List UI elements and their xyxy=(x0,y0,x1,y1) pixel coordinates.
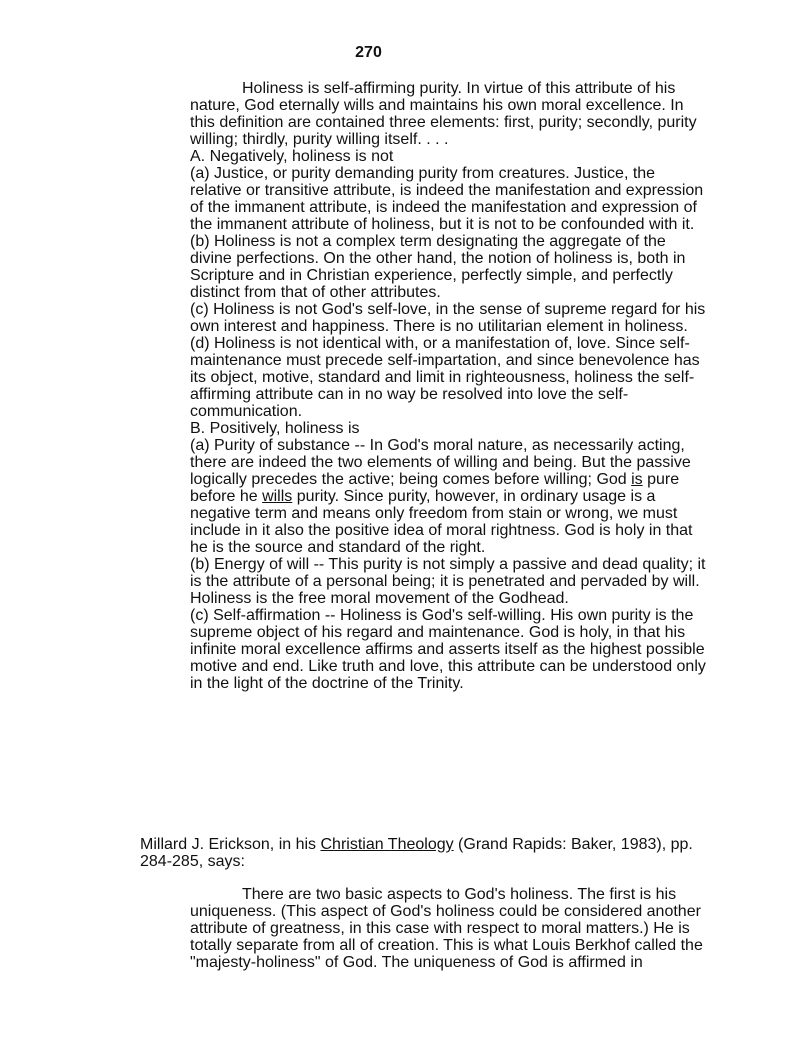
negative-point-d: (d) Holiness is not identical with, or a manifestation of, love. Since self-maintenance must precede self-impartation, and since benevolence has its object, motive, standard and limit in righteousness, holiness the self-affirming attribute can in no way be resolved into love the self-communication. xyxy=(190,335,700,420)
positive-point-a-text-end: purity. Since purity, however, in ordinary usage is a negative term and means only freedom from stain or wrong, we must include in it also the positive idea of moral rightness. God is holy in that he is the source and standard of the right. xyxy=(190,488,693,556)
positive-point-c: (c) Self-affirmation -- Holiness is God's self-willing. His own purity is the supreme object of his regard and maintenance. God is holy, in that his infinite moral excellence affirms and asserts itself as the highest possible motive and end. Like truth and love, this attribute can be understood only in the light of the doctrine of the Trinity. xyxy=(190,607,706,692)
quote-intro-paragraph: Holiness is self-affirming purity. In virtue of this attribute of his nature, God eternally wills and maintains his own moral excellence. In this definition are contained three elements: first, purity; secondly, purity willing; thirdly, purity willing itself. . . . xyxy=(190,80,697,148)
book-title: Christian Theology xyxy=(320,836,454,853)
negative-point-b: (b) Holiness is not a complex term designating the aggregate of the divine perfections. On the other hand, the notion of holiness is, both in Scripture and in Christian experience, perfectly simple, and perfectly distinct from that of other attributes. xyxy=(190,233,686,301)
negative-heading: A. Negatively, holiness is not xyxy=(190,148,394,165)
page-number: 270 xyxy=(355,44,382,61)
positive-point-a xyxy=(190,437,710,556)
positive-point-a-text-middle: pure before he xyxy=(190,471,680,505)
negative-point-a: (a) Justice, or purity demanding purity from creatures. Justice, the relative or transitive attribute, is indeed the manifestation and expression of the immanent attribute, is indeed the manifestation and expression of the immanent attribute of holiness, but it is not to be confounded with it. xyxy=(190,165,704,233)
positive-heading: B. Positively, holiness is xyxy=(190,420,360,437)
erickson-intro-paragraph xyxy=(140,836,710,870)
negative-point-c: (c) Holiness is not God's self-love, in the sense of supreme regard for his own interest and happiness. There is no utilitarian element in holiness. xyxy=(190,301,706,335)
block-quote-strong xyxy=(190,80,710,692)
erickson-intro-end: (Grand Rapids: Baker, 1983), pp. 284-285, says: xyxy=(140,836,693,870)
erickson-intro-start: Millard J. Erickson, in his xyxy=(140,836,321,853)
positive-point-a-text-start: (a) Purity of substance -- In God's moral nature, as necessarily acting, there are indeed the two elements of willing and being. But the passive logically precedes the active; being comes before willing; God xyxy=(190,437,691,488)
erickson-quote-paragraph: There are two basic aspects to God's holiness. The first is his uniqueness. (This aspect of God's holiness could be considered another attribute of greatness, in this case with respect to moral matters.) He is totally separate from all of creation. This is what Louis Berkhof called the "majesty-holiness" of God. The uniqueness of God is affirmed in xyxy=(190,886,703,971)
erickson-intro xyxy=(140,836,710,870)
underlined-is: is xyxy=(631,471,643,488)
underlined-wills: wills xyxy=(262,488,293,505)
block-quote-erickson xyxy=(190,886,710,971)
positive-point-b: (b) Energy of will -- This purity is not simply a passive and dead quality; it is the attribute of a personal being; it is penetrated and pervaded by will. Holiness is the free moral movement of the Godhead. xyxy=(190,556,706,607)
